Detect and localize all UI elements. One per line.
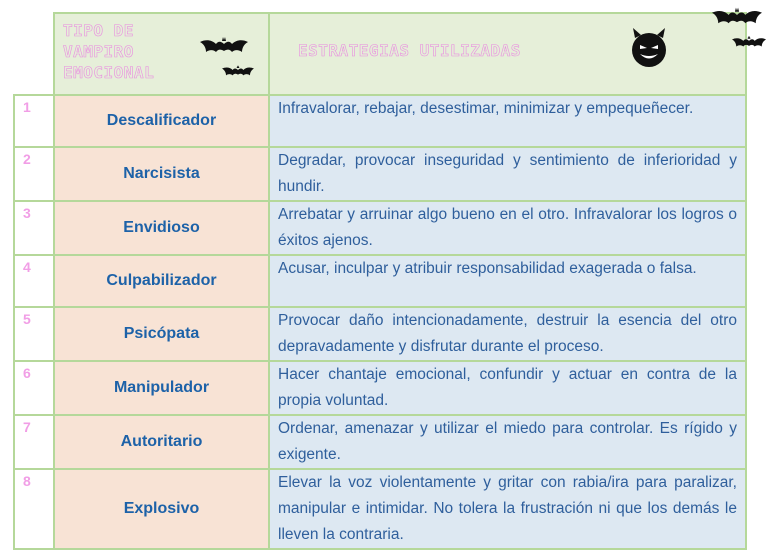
row-number-cell: [14, 95, 54, 147]
row-number-cell: [14, 255, 54, 307]
strategies-text: Provocar daño intencionadamente, destruir la esencia del otro depravadamente y disfrutar durante el proceso.: [278, 312, 737, 355]
strategies-text: Elevar la voz violentamente y gritar con rabia/ira para paralizar, manipular e intimidar. No tolera la frustración ni que los demás le lleven la contraria.: [278, 474, 737, 543]
strategies-cell: [269, 469, 746, 549]
table-row: [14, 147, 746, 201]
table-row: [14, 361, 746, 415]
strategies-cell: [269, 255, 746, 307]
bat-icon: [732, 32, 766, 54]
row-number: 1: [23, 99, 31, 115]
vampire-type-cell: Narcisista: [54, 147, 269, 201]
vampire-type-cell: Manipulador: [54, 361, 269, 415]
row-number-cell: [14, 307, 54, 361]
strategies-text: Infravalorar, rebajar, desestimar, minimizar y empequeñecer.: [278, 100, 694, 117]
strategies-text: Hacer chantaje emocional, confundir y actuar en contra de la propia voluntad.: [278, 366, 737, 409]
strategies-text: Arrebatar y arruinar algo bueno en el otro. Infravalorar los logros o éxitos ajenos.: [278, 206, 737, 249]
row-number-cell: [14, 361, 54, 415]
vampire-type-cell: Psicópata: [54, 307, 269, 361]
vampire-type-cell: Explosivo: [54, 469, 269, 549]
strategies-text: Ordenar, amenazar y utilizar el miedo para controlar. Es rígido y exigente.: [278, 420, 737, 463]
row-number: 7: [23, 419, 31, 435]
strategies-cell: [269, 307, 746, 361]
table-row: [14, 415, 746, 469]
vampire-type-cell: Descalificador: [54, 95, 269, 147]
row-number: 5: [23, 311, 31, 327]
header-strategies-label: ESTRATEGIAS UTILIZADAS: [298, 41, 521, 60]
table-row: [14, 201, 746, 255]
strategies-cell: [269, 415, 746, 469]
vampire-type-cell: Autoritario: [54, 415, 269, 469]
row-number: 3: [23, 205, 31, 221]
row-number-cell: [14, 147, 54, 201]
table-row: [14, 469, 746, 549]
strategies-cell: [269, 95, 746, 147]
row-number: 2: [23, 151, 31, 167]
table-row: [14, 255, 746, 307]
table-row: [14, 307, 746, 361]
bat-icon: [222, 62, 254, 82]
strategies-cell: [269, 147, 746, 201]
vampire-type-cell: Envidioso: [54, 201, 269, 255]
bat-icon: [200, 32, 248, 62]
strategies-text: Acusar, inculpar y atribuir responsabilidad exagerada o falsa.: [278, 260, 697, 277]
row-number-cell: [14, 469, 54, 549]
strategies-cell: [269, 361, 746, 415]
vampire-strategies-table: [13, 12, 747, 550]
header-strategies-cell: [269, 13, 746, 95]
row-number-cell: [14, 415, 54, 469]
header-type-label: TIPO DE VAMPIRO EMOCIONAL: [63, 21, 155, 82]
strategies-text: Degradar, provocar inseguridad y sentimiento de inferioridad y hundir.: [278, 152, 737, 195]
table-row: [14, 95, 746, 147]
bat-icon: [712, 2, 762, 34]
devil-face-icon: [630, 28, 668, 68]
row-number: 4: [23, 259, 31, 275]
row-number: 6: [23, 365, 31, 381]
header-corner: [14, 13, 54, 95]
row-number-cell: [14, 201, 54, 255]
row-number: 8: [23, 473, 31, 489]
strategies-cell: [269, 201, 746, 255]
vampire-type-cell: Culpabilizador: [54, 255, 269, 307]
